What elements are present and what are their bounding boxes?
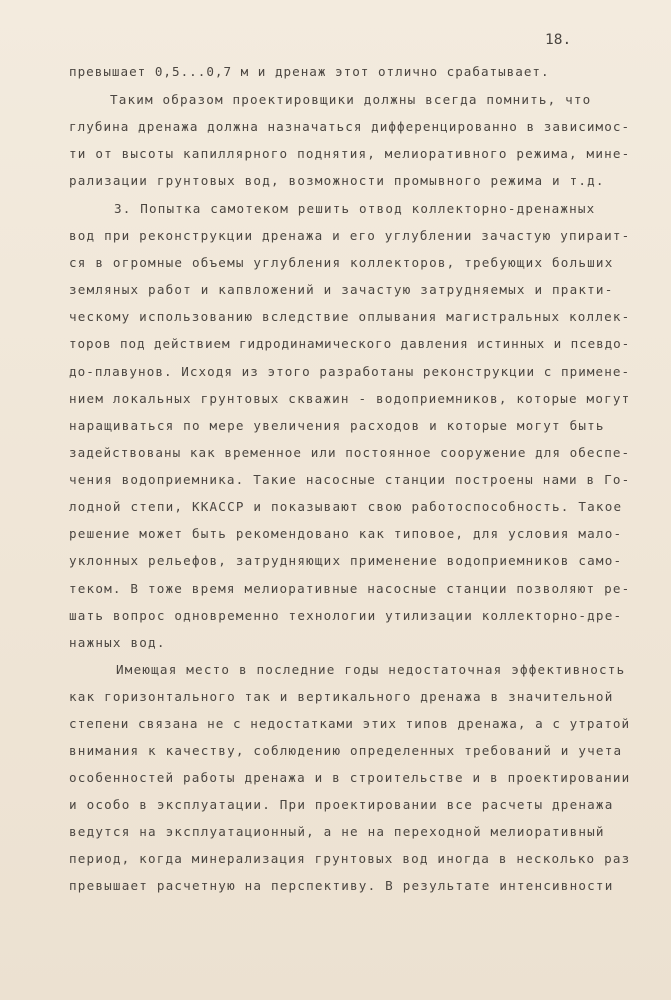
text-line: уклонных рельефов, затрудняющих применение водоприемников само- <box>69 553 623 568</box>
text-line: задействованы как временное или постоянное сооружение для обеспе- <box>69 445 631 460</box>
text-line: шать вопрос одновременно технологии утилизации коллекторно-дре- <box>69 608 623 623</box>
text-line: Таким образом проектировщики должны всегда помнить, что <box>110 92 592 107</box>
text-line: ческому использованию вследствие оплывания магистральных коллек- <box>69 309 631 324</box>
text-line: Имеющая место в последние годы недостаточная эффективность <box>116 662 626 677</box>
text-line: степени связана не с недостатками этих типов дренажа, а с утратой <box>69 716 631 731</box>
text-line: превышает 0,5...0,7 м и дренаж этот отлично срабатывает. <box>69 64 550 79</box>
text-line: теком. В тоже время мелиоративные насосные станции позволяют ре- <box>69 581 631 596</box>
text-line: чения водоприемника. Такие насосные станции построены нами в Го- <box>69 472 631 487</box>
text-line: глубина дренажа должна назначаться дифференцированно в зависимос- <box>69 119 631 134</box>
text-line: ти от высоты капиллярного поднятия, мелиоративного режима, мине- <box>69 146 631 161</box>
text-line: до-плавунов. Исходя из этого разработаны реконструкции с примене- <box>69 364 631 379</box>
text-line: внимания к качеству, соблюдению определенных требований и учета <box>69 743 623 758</box>
text-line: нажных вод. <box>69 635 166 650</box>
text-line: ведутся на эксплуатационный, а не на переходной мелиоративный <box>69 824 605 839</box>
page-number: 18. <box>545 32 572 48</box>
text-line: решение может быть рекомендовано как типовое, для условия мало- <box>69 526 623 541</box>
text-line: как горизонтального так и вертикального дренажа в значительной <box>69 689 614 704</box>
text-line: превышает расчетную на перспективу. В результате интенсивности <box>69 878 614 893</box>
text-line: лодной степи, ККАССР и показывают свою работоспособность. Такое <box>69 499 623 514</box>
text-line: нием локальных грунтовых скважин - водоприемников, которые могут <box>69 391 631 406</box>
text-line: рализации грунтовых вод, возможности промывного режима и т.д. <box>69 173 605 188</box>
text-line: торов под действием гидродинамического давления истинных и псевдо- <box>69 336 631 351</box>
text-line: наращиваться по мере увеличения расходов и которые могут быть <box>69 418 605 433</box>
text-line: особенностей работы дренажа и в строительстве и в проектировании <box>69 770 631 785</box>
text-line: земляных работ и капвложений и зачастую затрудняемых и практи- <box>69 282 614 297</box>
text-line: и особо в эксплуатации. При проектировании все расчеты дренажа <box>69 797 614 812</box>
text-line: вод при реконструкции дренажа и его углублении зачастую упираит- <box>69 228 631 243</box>
text-line: период, когда минерализация грунтовых вод иногда в несколько раз <box>69 851 631 866</box>
text-line: 3. Попытка самотеком решить отвод коллекторно-дренажных <box>114 201 596 216</box>
text-line: ся в огромные объемы углубления коллекторов, требующих больших <box>69 255 614 270</box>
